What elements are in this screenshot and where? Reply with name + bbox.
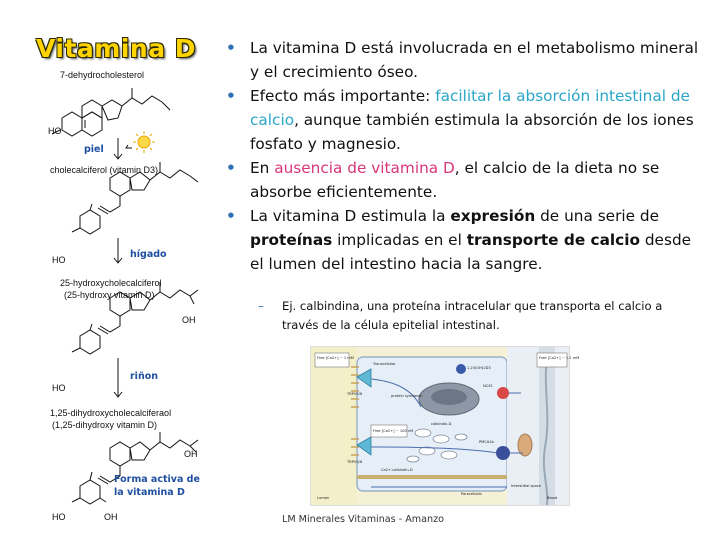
hydroxyl-label-7: OH <box>104 512 118 522</box>
vitamin-d3-label: 1,25(OH)2D3 <box>467 366 491 370</box>
compound-7-dehydrocholesterol: 7-dehydrocholesterol <box>60 70 145 80</box>
pmca-label: PMCA1b <box>479 440 494 444</box>
bullet-text: La vitamina D está involucrada en el metabolismo mineral y el crecimiento óseo. <box>250 39 699 81</box>
bullet-item <box>224 204 702 276</box>
organ-kidney-label: riñon <box>130 371 158 382</box>
sub-bullet-text: Ej. calbindina, una proteína intracelular que transporta el calcio a través de la célula epitelial intestinal. <box>282 299 663 332</box>
calcium-transport-diagram <box>310 346 580 506</box>
bullet-dot-icon: • <box>226 39 236 57</box>
compound-1-25-dihydroxy-line2: (1,25-dihydroxy vitamin D) <box>52 420 158 430</box>
vitamin-d-pathway <box>40 66 210 526</box>
organ-skin-label: piel <box>84 144 104 155</box>
blood-label: Blood <box>547 496 558 500</box>
ca-calbindin-label: Ca2+-calbindin-D <box>381 468 413 472</box>
sub-bullet-list <box>258 297 698 335</box>
slide-footer: LM Minerales Vitaminas - Amanzo <box>282 514 444 525</box>
bullet-text-post: , aunque también estimula la absorción de los iones fosfato y magnesio. <box>250 111 694 153</box>
compound-cholecalciferol: cholecalciferol (vitamin D3) <box>50 165 159 175</box>
hydroxyl-label-2: HO <box>52 255 66 265</box>
hydroxyl-label-5: OH <box>184 449 198 459</box>
bullet-text-mid: implicadas en el <box>332 231 467 249</box>
active-form-label-line2: la vitamina D <box>114 487 185 498</box>
bullet-item <box>224 156 702 204</box>
dash-bullet-icon: – <box>258 299 264 313</box>
bullet-item <box>224 84 702 156</box>
bullet-text-pre: La vitamina D estimula la <box>250 207 451 225</box>
free-ca-blood-label: Free [Ca2+] ~ 1.2 mM <box>539 356 580 360</box>
bullet-item <box>224 36 702 84</box>
transcellular-label: Transcellular <box>373 362 396 366</box>
bullet-text-post: desde el lumen del intestino hacia la sangre. <box>250 231 692 273</box>
calbindin-label: calbindin-D <box>431 422 452 426</box>
free-ca-lumen-label: Free [Ca2+] ~ 1 mM <box>317 356 354 360</box>
active-form-label-line1: Forma activa de <box>114 474 200 485</box>
bold-expresion: expresión <box>450 207 536 225</box>
bullet-text-pre: En <box>250 159 275 177</box>
bullet-dot-icon: • <box>226 87 236 105</box>
bullet-text-post: , el calcio de la dieta no se absorbe eficientemente. <box>250 159 660 201</box>
compound-25-hydroxy-line2: (25-hydroxy vitamin D) <box>64 290 155 300</box>
bullet-dot-icon: • <box>226 207 236 225</box>
ncx-label: NCX1 <box>483 384 493 388</box>
paracellular-label: Paracellular <box>461 492 483 496</box>
slide-title: Vitamina D <box>36 34 197 63</box>
hydroxyl-label-3: OH <box>182 315 196 325</box>
compound-1-25-dihydroxy-line1: 1,25-dihydroxycholecalciferaol <box>50 408 172 418</box>
bold-transporte-calcio: transporte de calcio <box>466 231 640 249</box>
hydroxyl-label-6: HO <box>52 512 66 522</box>
highlight-calcium-absorption: facilitar la absorción intestinal de calcio <box>250 87 690 129</box>
calcium-transport-figure <box>311 347 580 505</box>
free-ca-cell-label: Free [Ca2+] ~ 100 nM <box>373 429 414 433</box>
trpv-bottom-label: TRPV5/6 <box>347 460 363 464</box>
interstitial-label: Interstitial space <box>511 484 542 488</box>
protein-synthesis-label: protein synthesis <box>391 394 422 398</box>
bullet-text-mid: de una serie de <box>535 207 660 225</box>
sub-bullet-item <box>258 297 698 335</box>
bullet-dot-icon: • <box>226 159 236 177</box>
compound-25-hydroxy-line1: 25-hydroxycholecalciferol <box>60 278 162 288</box>
hydroxyl-label-4: HO <box>52 383 66 393</box>
bold-proteinas: proteínas <box>250 231 333 249</box>
main-bullet-list <box>224 36 702 276</box>
highlight-vitamin-d-absence: ausencia de vitamina D <box>274 159 455 177</box>
organ-liver-label: hígado <box>130 249 167 260</box>
trpv-top-label: TRPV5/6 <box>347 392 363 396</box>
bullet-text-pre: Efecto más importante: <box>250 87 436 105</box>
hydroxyl-label-1: HO <box>48 126 62 136</box>
lumen-label: Lumen <box>317 496 330 500</box>
